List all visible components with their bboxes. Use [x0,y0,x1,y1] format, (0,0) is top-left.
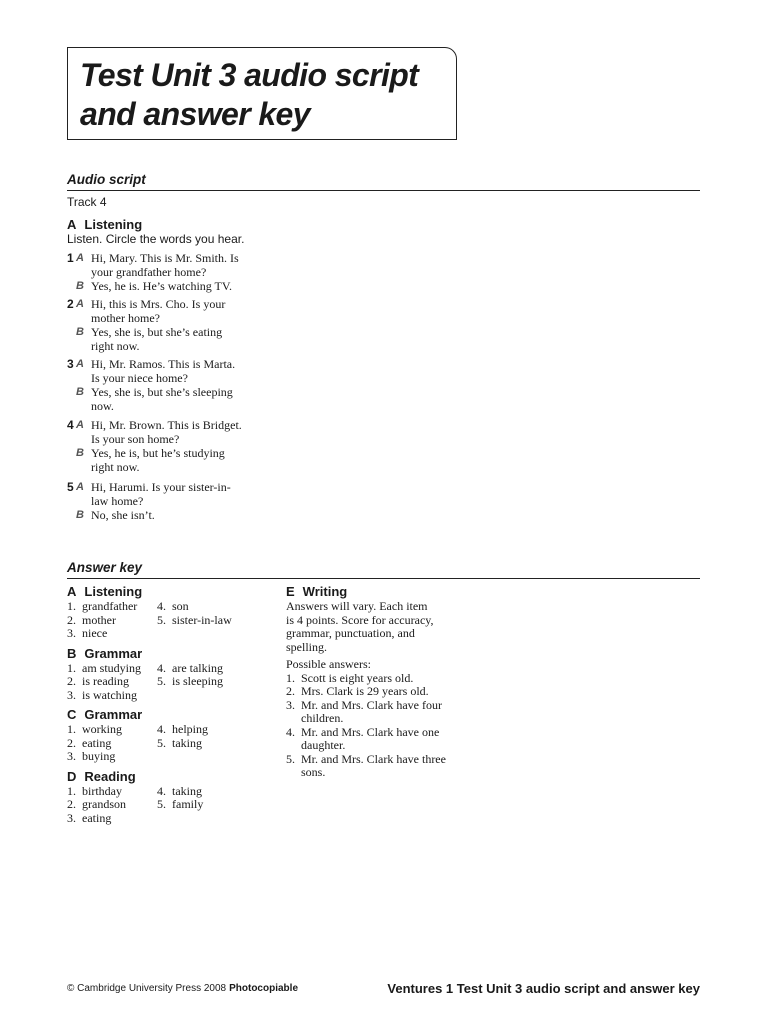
dialog-text-line: No, she isn’t. [91,508,155,522]
section-letter: C [67,707,77,722]
possible-answers-list [286,672,486,780]
answer-text-line: Mr. and Mrs. Clark have four [301,697,442,712]
footer-copyright [67,983,298,995]
dialog-text [91,279,277,293]
dialog-text-line: now. [91,399,114,413]
possible-answer [286,699,486,726]
answer-text-line: Mrs. Clark is 29 years old. [301,684,429,698]
dialog-text [91,325,277,353]
answer-number: 1. [67,599,76,613]
answer-text [301,685,429,699]
answer-text: eating [82,735,112,750]
answer-number: 5. [157,612,166,627]
audio-script-heading: Audio script [67,172,700,191]
dialog-line-a [67,297,277,325]
dialog-text-line: right now. [91,339,140,353]
section-letter: B [67,645,77,661]
section-name: Listening [84,584,143,599]
answer-number: 5. [157,797,166,811]
writing-instruction-line: Answers will vary. Each item [286,599,428,613]
dialog-line-b [67,325,277,353]
answer-text [301,726,439,753]
dialog-text [91,418,277,446]
answer-item [157,723,208,737]
dialog-text [91,508,277,522]
answer-text: eating [82,810,112,825]
speaker-label: A [76,358,84,370]
answer-row [67,812,277,826]
answer-text: helping [172,722,208,736]
answer-section-heading [67,707,277,723]
answer-number: 2. [67,612,76,627]
answer-item [67,798,157,812]
answer-number: 3. [67,687,76,702]
section-letter: A [67,584,77,599]
answer-number: 4. [157,599,166,613]
speaker-label: B [76,326,84,338]
speaker-label: A [76,298,84,310]
answer-key-column-right [286,584,486,780]
answer-text [301,672,413,686]
dialog-line-b [67,385,277,413]
dialog-text-line: Yes, he is. He’s watching TV. [91,279,233,293]
answer-text: family [172,797,204,811]
dialog-line-a [67,357,277,385]
answer-item [157,785,202,799]
dialog-number-blank [67,325,76,353]
answer-item [67,600,157,614]
dialog-text [91,297,277,325]
answer-row [67,723,277,737]
answer-row [67,689,277,703]
answer-number: 4. [286,724,295,739]
page-title [80,56,418,134]
answer-text: are talking [172,660,223,675]
dialog-text [91,357,277,385]
dialog-item [67,357,277,413]
dialog-item [67,297,277,353]
answer-key-column-left [67,584,277,830]
section-name: Grammar [84,645,143,661]
dialog-number-blank [67,385,76,413]
writing-heading [286,584,486,600]
answer-number: 3. [67,626,76,640]
answer-section-heading [67,646,277,662]
dialog-item [67,480,277,522]
possible-answer [286,685,486,699]
answer-text-line: daughter. [301,738,346,752]
possible-answers-label: Possible answers: [286,657,371,671]
answer-text: is watching [82,687,137,702]
dialog-text-line: Yes, she is, but she’s sleeping [91,385,233,399]
answer-row [67,627,277,641]
dialog-number-blank [67,446,76,474]
dialog-line-a [67,418,277,446]
listening-heading [67,217,142,233]
answer-number: 5. [286,751,295,766]
dialog-line-b [67,279,277,293]
dialog-number: 2 [67,297,74,311]
answer-row [67,737,277,751]
answer-number: 3. [67,810,76,825]
dialog-number: 1 [67,251,74,265]
answer-item [157,798,203,812]
answer-item [67,812,157,826]
dialog-text-line: Is your son home? [91,432,180,446]
answer-text: buying [82,749,116,763]
answer-item [157,675,223,689]
answer-number: 1. [286,670,295,685]
dialog-text-line: Hi, this is Mrs. Cho. Is your [91,297,226,311]
possible-answer [286,753,486,780]
title-line-1: Test Unit 3 audio script [80,57,419,93]
answer-number: 1. [67,722,76,736]
answer-section-heading [67,769,277,785]
copyright-text: © Cambridge University Press 2008 [67,983,227,994]
answer-number: 2. [286,684,295,698]
dialog-text-line: Yes, he is, but he’s studying [91,446,225,460]
answer-number: 3. [67,749,76,763]
answer-item [67,627,157,641]
dialog-text [91,251,277,279]
answer-item [67,675,157,689]
answer-item [67,785,157,799]
answer-text [301,753,446,780]
answer-item [67,723,157,737]
answer-item [67,662,157,676]
answer-item [157,737,202,751]
writing-instruction-line: is 4 points. Score for accuracy, [286,612,434,627]
dialog-number: 4 [67,418,74,432]
answer-number: 4. [157,783,166,798]
speaker-label: B [76,447,84,459]
dialog-text-line: right now. [91,460,140,474]
footer-title: Ventures 1 Test Unit 3 audio script and answer key [387,981,700,996]
answer-text: niece [82,626,108,640]
answer-row [67,750,277,764]
section-letter: A [67,217,77,232]
answer-number: 3. [286,697,295,712]
answer-item [157,600,189,614]
answer-text: sister-in-law [172,612,232,627]
answer-text-line: sons. [301,765,326,779]
answer-item [67,750,157,764]
answer-number: 1. [67,783,76,798]
answer-section [67,769,277,826]
dialog-text-line: Hi, Harumi. Is your sister-in- [91,480,231,494]
dialog-text-line: mother home? [91,311,160,325]
dialog-item [67,418,277,474]
listening-instruction: Listen. Circle the words you hear. [67,232,245,246]
possible-answer [286,672,486,686]
dialog-line-a [67,480,277,508]
speaker-label: A [76,252,84,264]
dialog-line-b [67,508,277,522]
dialog-line-b [67,446,277,474]
answer-text: birthday [82,783,122,798]
section-letter: D [67,768,77,784]
answer-number: 1. [67,660,76,675]
section-name: Writing [302,584,348,599]
dialog-text-line: Yes, she is, but she’s eating [91,325,223,339]
section-letter: E [286,584,295,599]
answer-section [67,584,277,641]
answer-text: mother [82,612,116,627]
dialog-text-line: Is your niece home? [91,371,188,385]
answer-section [67,646,277,703]
dialog-text-line: Hi, Mr. Brown. This is Bridget. [91,418,242,432]
section-name: Grammar [84,707,143,722]
answer-text: taking [172,783,202,798]
dialog-text [91,480,277,508]
answer-text: grandson [82,797,126,811]
speaker-label: A [76,481,84,493]
speaker-label: B [76,509,84,521]
dialog-line-a [67,251,277,279]
answer-text: am studying [82,660,141,675]
answer-text: is sleeping [172,674,223,688]
photocopiable-label: Photocopiable [229,983,299,994]
dialog-text-line: Hi, Mary. This is Mr. Smith. Is [91,251,239,265]
answer-item [157,614,232,628]
speaker-label: B [76,386,84,398]
answer-row [67,785,277,799]
answer-text-line: Mr. and Mrs. Clark have one [301,724,440,739]
answer-text-line: Mr. and Mrs. Clark have three [301,751,446,766]
writing-instructions [286,600,476,654]
title-line-2: and answer key [80,96,310,132]
answer-text-line: Scott is eight years old. [301,670,414,685]
section-name: Reading [84,768,136,784]
answer-text: grandfather [82,599,138,613]
dialog-text [91,446,277,474]
dialog-text-line: your grandfather home? [91,265,207,279]
writing-instruction-line: grammar, punctuation, and [286,626,415,640]
answer-number: 5. [157,735,166,750]
answer-row [67,614,277,628]
answer-row [67,798,277,812]
track-label: Track 4 [67,195,107,209]
dialog-number: 3 [67,357,74,371]
answer-text: taking [172,735,202,750]
answer-number: 2. [67,674,76,688]
dialog-text [91,385,277,413]
answer-text-line: children. [301,711,344,725]
section-name: Listening [84,217,143,232]
answer-key-heading: Answer key [67,560,700,579]
answer-section-heading [67,584,277,600]
writing-instruction-line: spelling. [286,639,327,654]
possible-answer [286,726,486,753]
answer-text: working [82,722,122,736]
answer-row [67,675,277,689]
answer-item [67,737,157,751]
answer-number: 2. [67,797,76,811]
answer-section [67,707,277,764]
dialog-text-line: Hi, Mr. Ramos. This is Marta. [91,357,236,371]
speaker-label: A [76,419,84,431]
answer-text: son [172,599,189,613]
answer-row [67,600,277,614]
dialog-text-line: law home? [91,494,144,508]
answer-item [67,614,157,628]
speaker-label: B [76,280,84,292]
answer-item [157,662,223,676]
dialog-item [67,251,277,293]
answer-number: 5. [157,674,166,688]
answer-number: 4. [157,660,166,675]
answer-text: is reading [82,674,129,688]
answer-number: 4. [157,722,166,736]
answer-row [67,662,277,676]
answer-item [67,689,157,703]
dialog-number: 5 [67,480,74,494]
title-box [67,47,457,140]
dialog-number-blank [67,508,76,522]
answer-text [301,699,442,726]
answer-number: 2. [67,735,76,750]
dialog-number-blank [67,279,76,293]
